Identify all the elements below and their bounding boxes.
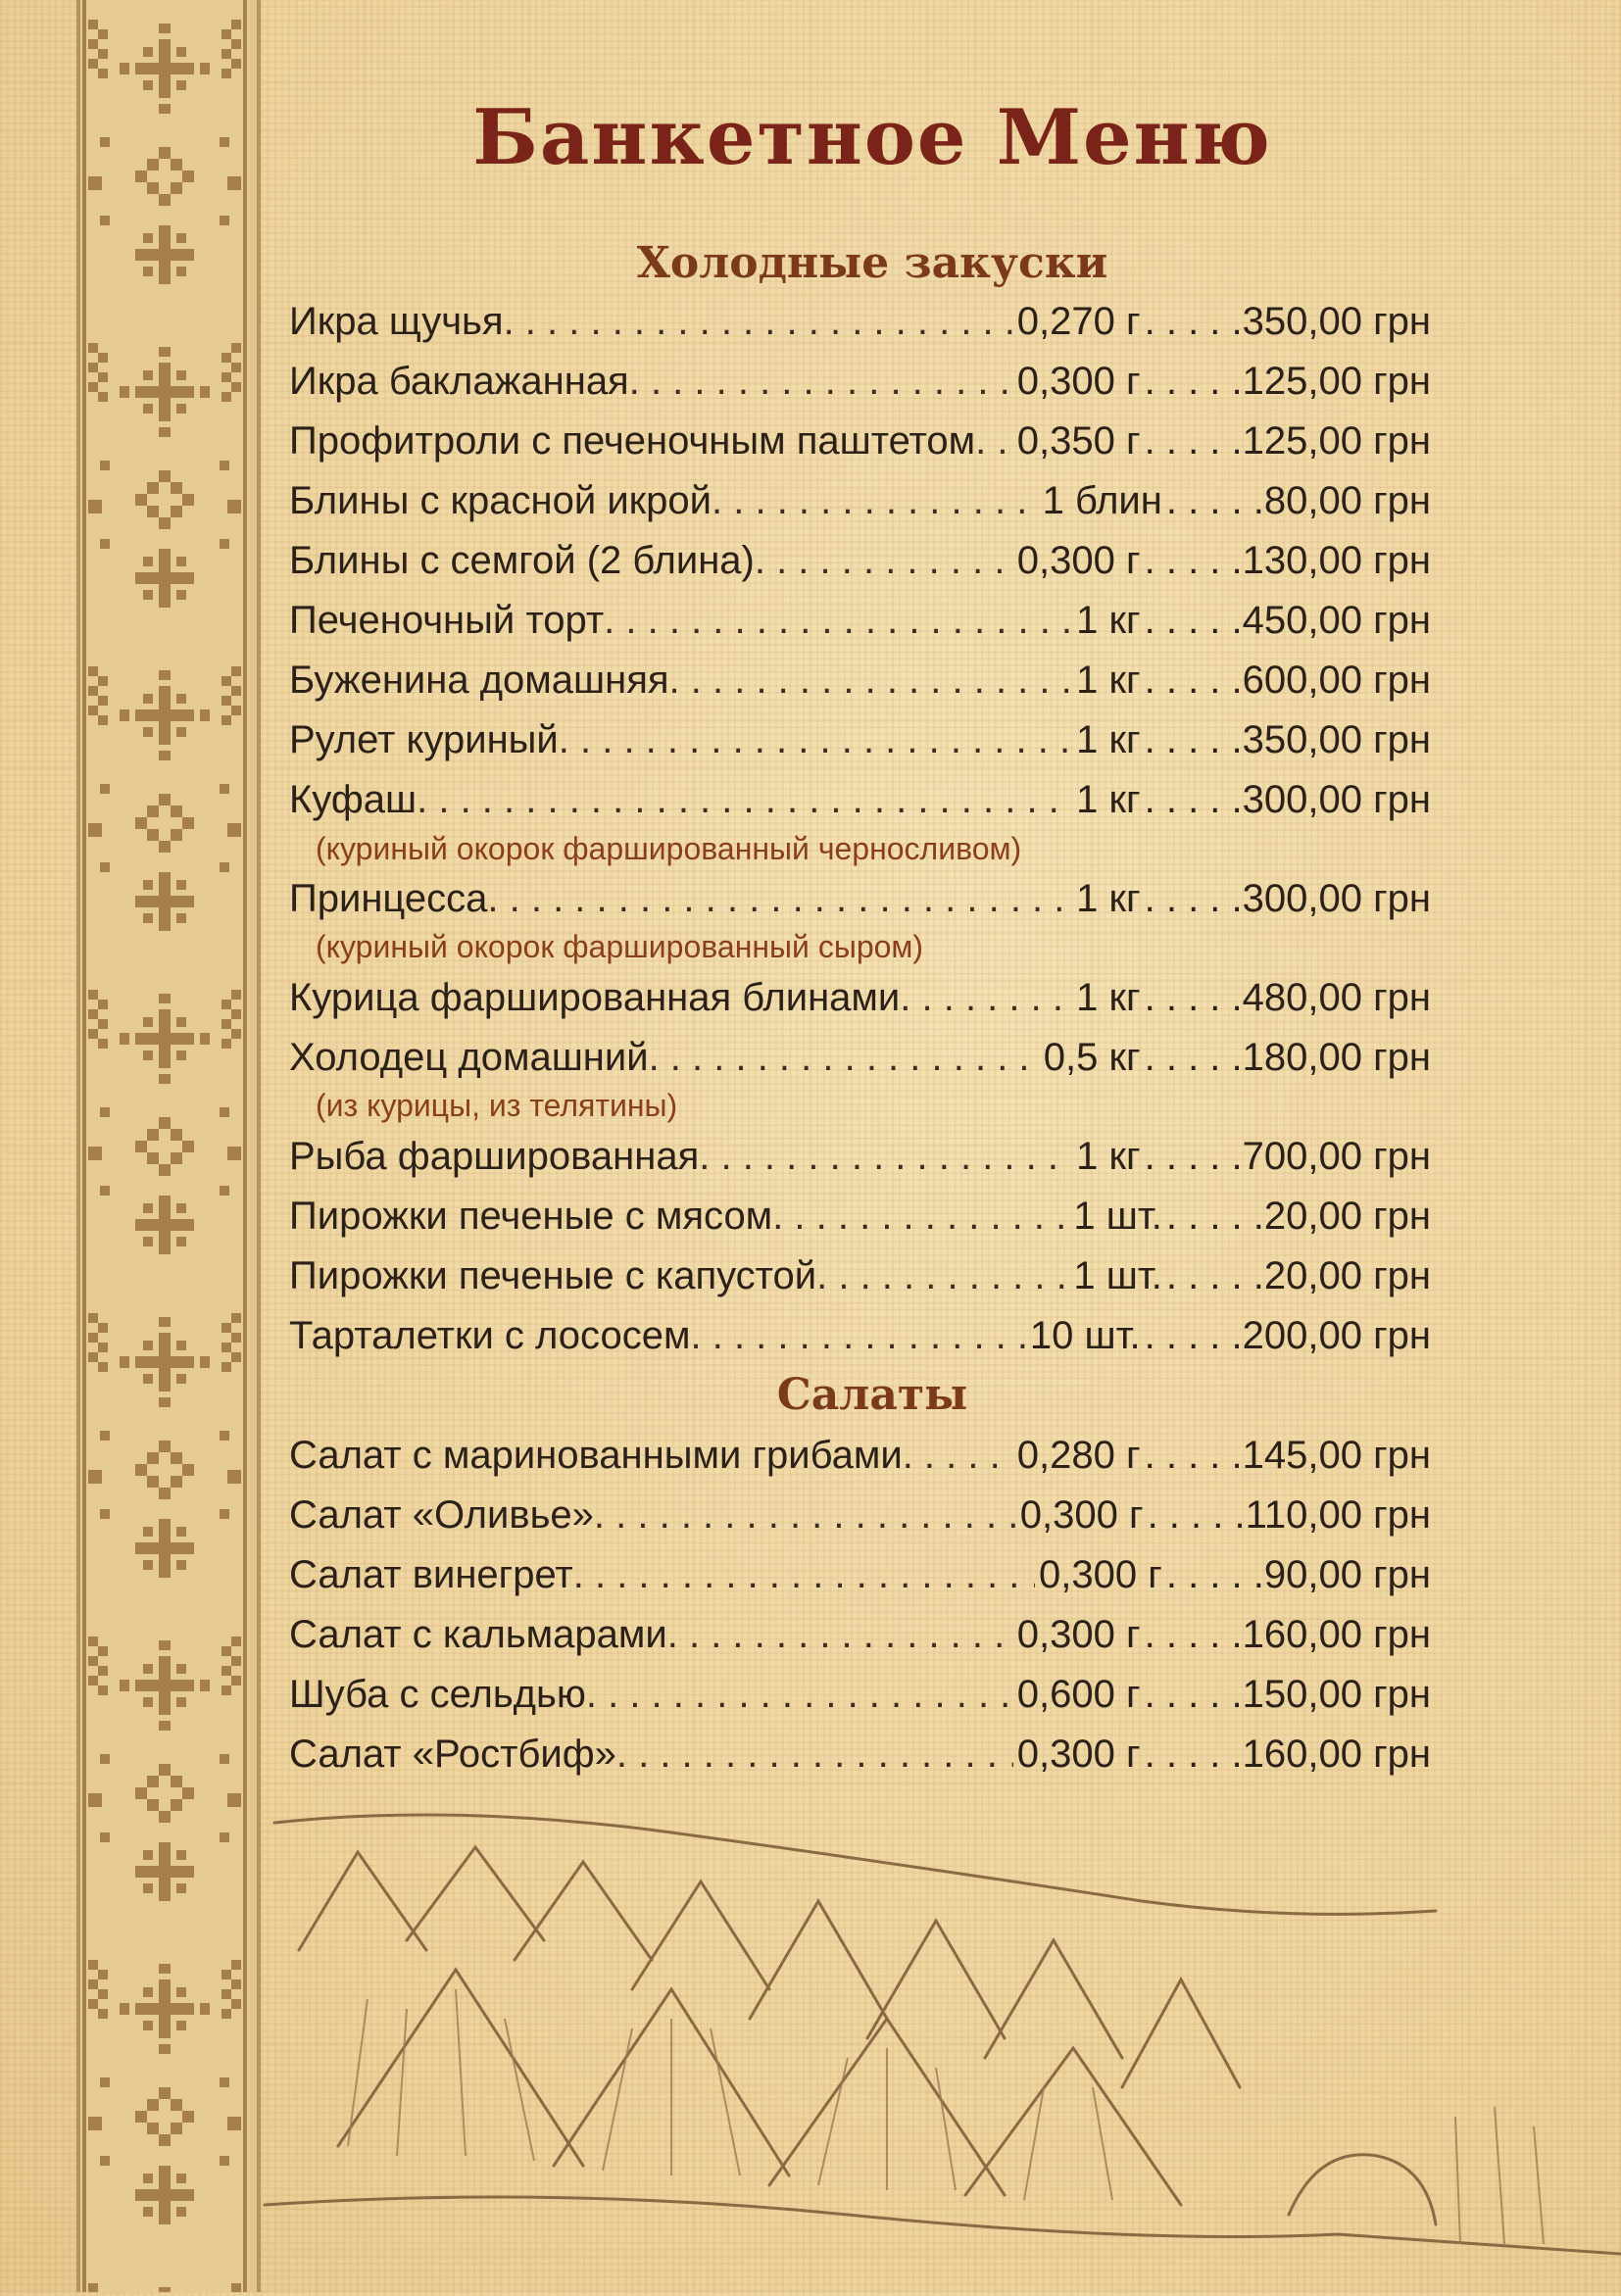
- menu-item: [289, 877, 1431, 932]
- item-quantity: 0,300 г: [1019, 1493, 1144, 1537]
- leader-dots: [1145, 1135, 1243, 1179]
- item-price: 480,00 грн: [1242, 976, 1431, 1019]
- menu-item: [289, 599, 1431, 654]
- item-quantity: 1 кг: [1076, 718, 1141, 761]
- menu-item: [289, 1613, 1431, 1668]
- item-price: 300,00 грн: [1242, 877, 1431, 920]
- item-price: 700,00 грн: [1242, 1135, 1431, 1178]
- embroidery-pattern-icon: [80, 0, 249, 2292]
- leader-dots: [1145, 877, 1243, 921]
- item-price: 80,00 грн: [1263, 479, 1431, 522]
- item-quantity: 1 шт.: [1073, 1195, 1162, 1238]
- leader-dots: [604, 599, 1072, 643]
- item-name: Икра баклажанная: [289, 360, 629, 403]
- haystack-landscape-illustration: [260, 1793, 1621, 2292]
- item-quantity: 0,300 г: [1039, 1553, 1162, 1596]
- item-quantity: 0,280 г: [1016, 1434, 1141, 1477]
- menu-item: [289, 659, 1431, 713]
- menu-item: [289, 1434, 1431, 1489]
- item-quantity: 1 кг: [1076, 976, 1141, 1019]
- haystacks-icon: [260, 1793, 1621, 2292]
- leader-dots: [649, 1036, 1040, 1080]
- leader-dots: [559, 718, 1072, 762]
- item-name: Пирожки печеные с мясом: [289, 1195, 773, 1238]
- leader-dots: [1166, 1553, 1264, 1597]
- item-name: Профитроли с печеночным паштетом: [289, 419, 976, 463]
- item-name: Икра щучья: [289, 300, 504, 343]
- item-name: Рулет куриный: [289, 718, 559, 761]
- item-name: Принцесса: [289, 877, 488, 920]
- item-price: 110,00 грн: [1245, 1493, 1431, 1537]
- leader-dots: [417, 778, 1072, 822]
- leader-dots: [1145, 1733, 1243, 1777]
- item-description: (куриный окорок фаршированный сыром): [316, 929, 924, 964]
- item-price: 350,00 грн: [1242, 300, 1431, 343]
- menu-item: [289, 976, 1431, 1031]
- menu-item: [289, 539, 1431, 594]
- leader-dots: [487, 877, 1072, 921]
- item-price: 125,00 грн: [1242, 360, 1431, 403]
- leader-dots: [900, 976, 1072, 1020]
- item-name: Буженина домашняя: [289, 659, 669, 702]
- leader-dots: [504, 300, 1013, 344]
- item-price: 160,00 грн: [1242, 1613, 1431, 1656]
- leader-dots: [594, 1493, 1016, 1538]
- item-price: 450,00 грн: [1242, 599, 1431, 642]
- menu-item: [289, 1493, 1431, 1548]
- item-price: 160,00 грн: [1242, 1733, 1431, 1776]
- menu-item: [289, 1673, 1431, 1728]
- menu-title: Банкетное Меню: [472, 93, 1272, 182]
- leader-dots: [1145, 718, 1243, 762]
- leader-dots: [1145, 599, 1243, 643]
- item-quantity: 1 кг: [1076, 778, 1141, 821]
- leader-dots: [586, 1673, 1013, 1717]
- leader-dots: [1145, 539, 1243, 583]
- item-price: 130,00 грн: [1242, 539, 1431, 582]
- leader-dots: [573, 1553, 1035, 1597]
- item-name: Тарталетки с лососем: [289, 1314, 691, 1357]
- embroidery-border: [76, 0, 261, 2292]
- leader-dots: [772, 1195, 1069, 1239]
- leader-dots: [975, 419, 1013, 464]
- leader-dots: [1166, 1195, 1264, 1239]
- item-price: 600,00 грн: [1242, 659, 1431, 702]
- item-name: Рыба фаршированная: [289, 1135, 700, 1178]
- leader-dots: [712, 479, 1039, 523]
- menu-item: [289, 360, 1431, 415]
- item-quantity: 0,270 г: [1016, 300, 1141, 343]
- section-title-cold-appetizers: Холодные закуски: [636, 238, 1108, 288]
- item-quantity: 1 шт.: [1073, 1254, 1162, 1297]
- leader-dots: [1166, 479, 1264, 523]
- menu-item: [289, 718, 1431, 773]
- item-quantity: 1 кг: [1076, 599, 1141, 642]
- item-name: Курица фаршированная блинами: [289, 976, 901, 1019]
- item-quantity: 0,300 г: [1016, 360, 1141, 403]
- item-name: Пирожки печеные с капустой: [289, 1254, 817, 1297]
- item-price: 90,00 грн: [1263, 1553, 1431, 1596]
- item-price: 125,00 грн: [1242, 419, 1431, 463]
- item-quantity: 0,5 кг: [1043, 1036, 1141, 1079]
- item-name: Шуба с сельдью: [289, 1673, 586, 1716]
- item-quantity: 0,300 г: [1016, 539, 1141, 582]
- leader-dots: [1145, 1673, 1243, 1717]
- leader-dots: [699, 1135, 1072, 1179]
- item-quantity: 1 блин: [1042, 479, 1162, 522]
- leader-dots: [755, 539, 1013, 583]
- leader-dots: [1145, 1613, 1243, 1657]
- leader-dots: [1145, 659, 1243, 703]
- menu-item: [289, 1254, 1431, 1309]
- menu-item: [289, 1733, 1431, 1787]
- menu-item: [289, 1135, 1431, 1190]
- menu-item: [289, 1314, 1431, 1369]
- menu-item: [289, 1553, 1431, 1608]
- item-name: Холодец домашний: [289, 1036, 649, 1079]
- item-name: Салат с маринованными грибами: [289, 1434, 903, 1477]
- leader-dots: [691, 1314, 1026, 1358]
- leader-dots: [1145, 976, 1243, 1020]
- menu-item: [289, 419, 1431, 474]
- item-price: 145,00 грн: [1242, 1434, 1431, 1477]
- item-description: (из курицы, из телятины): [316, 1088, 678, 1123]
- item-price: 350,00 грн: [1242, 718, 1431, 761]
- item-quantity: 1 кг: [1076, 1135, 1141, 1178]
- menu-item: [289, 300, 1431, 355]
- item-price: 300,00 грн: [1242, 778, 1431, 821]
- item-price: 20,00 грн: [1263, 1195, 1431, 1238]
- item-price: 20,00 грн: [1263, 1254, 1431, 1297]
- menu-item: [289, 479, 1431, 534]
- item-price: 200,00 грн: [1242, 1314, 1431, 1357]
- item-quantity: 0,600 г: [1016, 1673, 1141, 1716]
- leader-dots: [1145, 778, 1243, 822]
- menu-item: [289, 1036, 1431, 1091]
- leader-dots: [667, 1613, 1013, 1657]
- menu-item: [289, 1195, 1431, 1249]
- item-name: Печеночный торт: [289, 599, 605, 642]
- item-quantity: 1 кг: [1076, 659, 1141, 702]
- section-title-salads: Салаты: [776, 1370, 968, 1420]
- leader-dots: [1148, 1493, 1246, 1538]
- leader-dots: [1145, 1036, 1243, 1080]
- item-name: Куфаш: [289, 778, 418, 821]
- item-price: 180,00 грн: [1242, 1036, 1431, 1079]
- item-quantity: 0,350 г: [1016, 419, 1141, 463]
- item-quantity: 0,300 г: [1016, 1733, 1141, 1776]
- leader-dots: [1145, 1314, 1243, 1358]
- item-name: Салат винегрет: [289, 1553, 573, 1596]
- item-name: Салат «Оливье»: [289, 1493, 594, 1537]
- leader-dots: [629, 360, 1013, 404]
- leader-dots: [903, 1434, 1013, 1478]
- leader-dots: [1145, 360, 1243, 404]
- item-name: Салат с кальмарами: [289, 1613, 667, 1656]
- item-name: Салат «Ростбиф»: [289, 1733, 616, 1776]
- menu-item: [289, 778, 1431, 833]
- item-name: Блины с семгой (2 блина): [289, 539, 755, 582]
- item-quantity: 10 шт.: [1029, 1314, 1141, 1357]
- leader-dots: [669, 659, 1073, 703]
- leader-dots: [816, 1254, 1069, 1298]
- leader-dots: [1145, 1434, 1243, 1478]
- item-name: Блины с красной икрой: [289, 479, 712, 522]
- leader-dots: [1166, 1254, 1264, 1298]
- item-quantity: 1 кг: [1076, 877, 1141, 920]
- leader-dots: [1145, 300, 1243, 344]
- item-quantity: 0,300 г: [1016, 1613, 1141, 1656]
- item-price: 150,00 грн: [1242, 1673, 1431, 1716]
- leader-dots: [616, 1733, 1013, 1777]
- leader-dots: [1145, 419, 1243, 464]
- item-description: (куриный окорок фаршированный черносливом): [316, 831, 1022, 866]
